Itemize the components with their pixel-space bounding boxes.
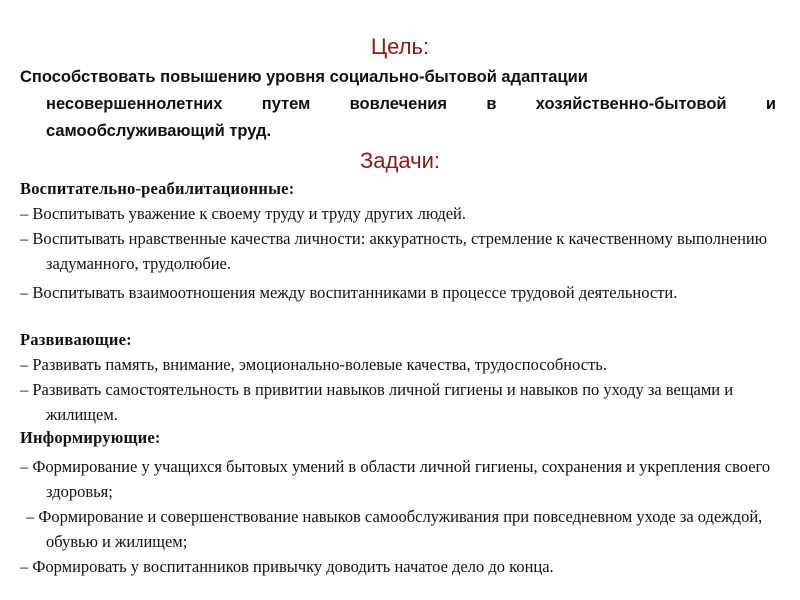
goal-heading: Цель:: [370, 34, 430, 59]
task-item: – Развивать память, внимание, эмоционально-волевые качества, трудоспособность.: [20, 355, 607, 374]
category-developing: [20, 327, 790, 427]
task-item: – Формирование и совершенствование навыков самообслуживания при повседневном уходе за одеждой, обувью и жилищем;: [26, 507, 763, 551]
task-item: – Воспитывать нравственные качества личности: аккуратность, стремление к качественному выполнению задуманного, трудолюбие.: [20, 229, 768, 273]
task-item: – Воспитывать уважение к своему труду и труду других людей.: [20, 204, 466, 223]
goal-line-1: Способствовать повышению уровня социально-бытовой адаптации: [20, 68, 588, 86]
category-informing: [20, 425, 790, 579]
category-title: Развивающие:: [20, 330, 132, 349]
category-title: Информирующие:: [20, 428, 161, 447]
task-item: – Воспитывать взаимоотношения между воспитанниками в процессе трудовой деятельности.: [20, 283, 678, 302]
task-item: – Формирование у учащихся бытовых умений в области личной гигиены, сохранения и укрепления своего здоровья;: [20, 457, 771, 501]
goal-text: [20, 64, 776, 145]
goal-line-2: несовершеннолетних путем вовлечения в хозяйственно-бытовой и самообслуживающий труд.: [46, 95, 776, 140]
category-title: Воспитательно-реабилитационные:: [20, 179, 295, 198]
category-rehab: [20, 176, 790, 305]
tasks-heading: Задачи:: [360, 148, 440, 173]
task-item: – Формировать у воспитанников привычку доводить начатое дело до конца.: [20, 557, 554, 576]
task-item: – Развивать самостоятельность в привитии навыков личной гигиены и навыков по уходу за вещами и жилищем.: [20, 380, 734, 424]
